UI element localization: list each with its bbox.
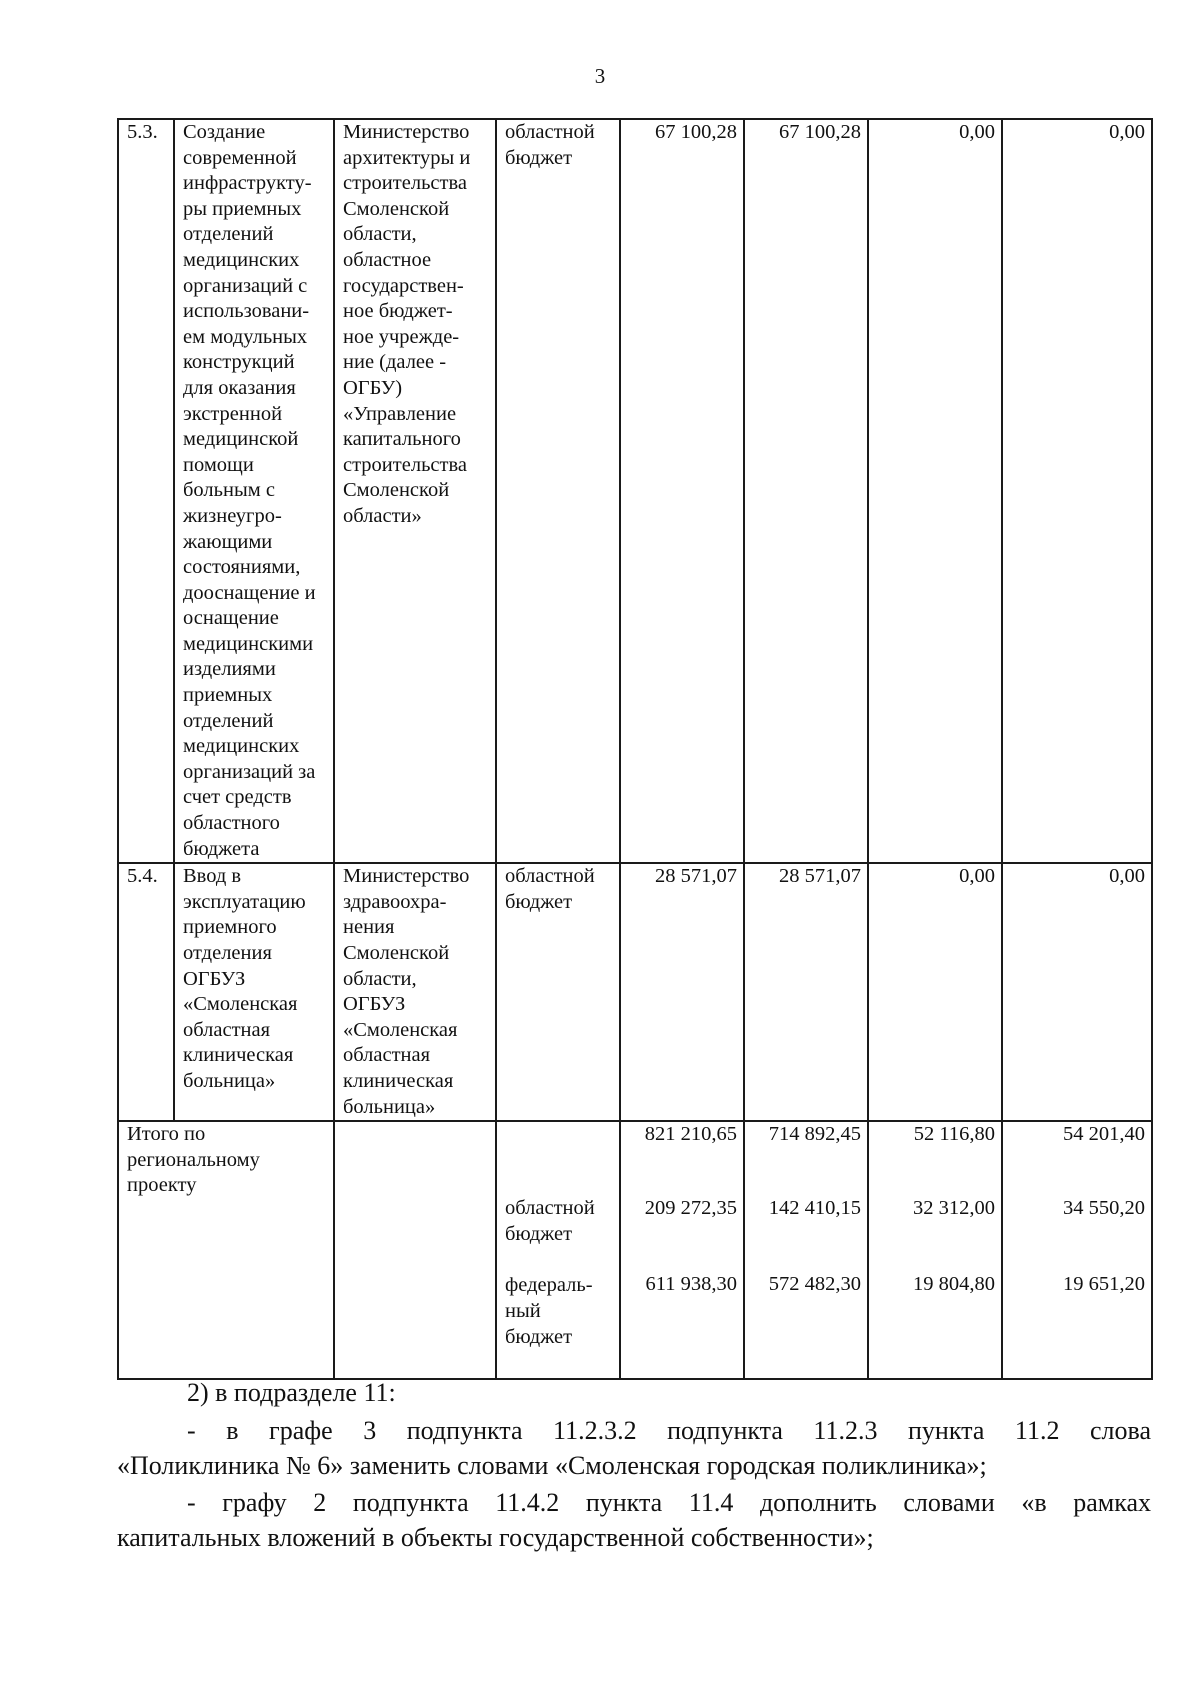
measure-name: Ввод в эксплуатацию приемного отделения ОГБУЗ «Смоленская областная клиническая больница» <box>174 863 334 1121</box>
executor: Министерство здравоохра- нения Смоленской области, ОГБУЗ «Смоленская областная клиническая больница» <box>334 863 496 1121</box>
y1-all: 714 892,45 <box>768 1123 861 1146</box>
total-federal: 611 938,30 <box>645 1273 737 1296</box>
amount-year-3: 0,00 <box>1002 119 1152 863</box>
amount-total <box>620 1121 744 1379</box>
table-row <box>118 119 1152 863</box>
amount-year-1: 67 100,28 <box>744 119 868 863</box>
total-row <box>118 1121 1152 1379</box>
paragraph-amendment-1: - в графе 3 подпункта 11.2.3.2 подпункта 11.2.3 пункта 11.2 слова «Поликлиника № 6» заменить словами «Смоленская городская поликлиника»; <box>117 1416 1151 1480</box>
funding-source: областной бюджет <box>496 863 620 1121</box>
total-all: 821 210,65 <box>644 1123 737 1146</box>
amount-year-2 <box>868 1121 1002 1379</box>
amount-year-3: 0,00 <box>1002 863 1152 1121</box>
row-number: 5.3. <box>118 119 174 863</box>
paragraph-amendment-2: - графу 2 подпункта 11.4.2 пункта 11.4 дополнить словами «в рамках капитальных вложений в объекты государственной собственности»; <box>117 1488 1151 1552</box>
source-federal: федераль- ный бюджет <box>505 1274 593 1348</box>
y3-regional: 34 550,20 <box>1063 1196 1145 1219</box>
page-number: 3 <box>594 64 606 88</box>
executor: Министерство архитектуры и строительства Смоленской области, областное государствен- ное бюджет- ное учрежде- ние (далее - ОГБУ) «Управление капитального строительства Смоленской области» <box>334 119 496 863</box>
amount-year-2: 0,00 <box>868 863 1002 1121</box>
y1-federal: 572 482,30 <box>768 1273 861 1296</box>
funding-source <box>496 1121 620 1379</box>
y2-regional: 32 312,00 <box>913 1196 995 1219</box>
amount-year-2: 0,00 <box>868 119 1002 863</box>
y3-federal: 19 651,20 <box>1063 1273 1145 1296</box>
y1-regional: 142 410,15 <box>768 1196 861 1219</box>
total-label: Итого по региональному проекту <box>118 1121 334 1379</box>
executor <box>334 1121 496 1379</box>
budget-table <box>117 118 1153 1380</box>
y3-all: 54 201,40 <box>1063 1123 1145 1146</box>
amount-year-3 <box>1002 1121 1152 1379</box>
amount-total: 28 571,07 <box>620 863 744 1121</box>
amount-year-1: 28 571,07 <box>744 863 868 1121</box>
y2-all: 52 116,80 <box>913 1123 995 1146</box>
amount-total: 67 100,28 <box>620 119 744 863</box>
total-regional: 209 272,35 <box>644 1196 737 1219</box>
table-row <box>118 863 1152 1121</box>
row-number: 5.4. <box>118 863 174 1121</box>
source-regional: областной бюджет <box>505 1197 595 1245</box>
y2-federal: 19 804,80 <box>913 1273 995 1296</box>
measure-name: Создание современной инфраструкту- ры приемных отделений медицинских организаций с использовани- ем модульных конструкций для оказания экстренной медицинской помощи больным с жизнеугро- жающими состояниями, дооснащение и оснащение медицинскими изделиями приемных отделений медицинских организаций за счет средств областного бюджета <box>174 119 334 863</box>
paragraph-subsection: 2) в подразделе 11: <box>187 1378 396 1407</box>
funding-source: областной бюджет <box>496 119 620 863</box>
amount-year-1 <box>744 1121 868 1379</box>
